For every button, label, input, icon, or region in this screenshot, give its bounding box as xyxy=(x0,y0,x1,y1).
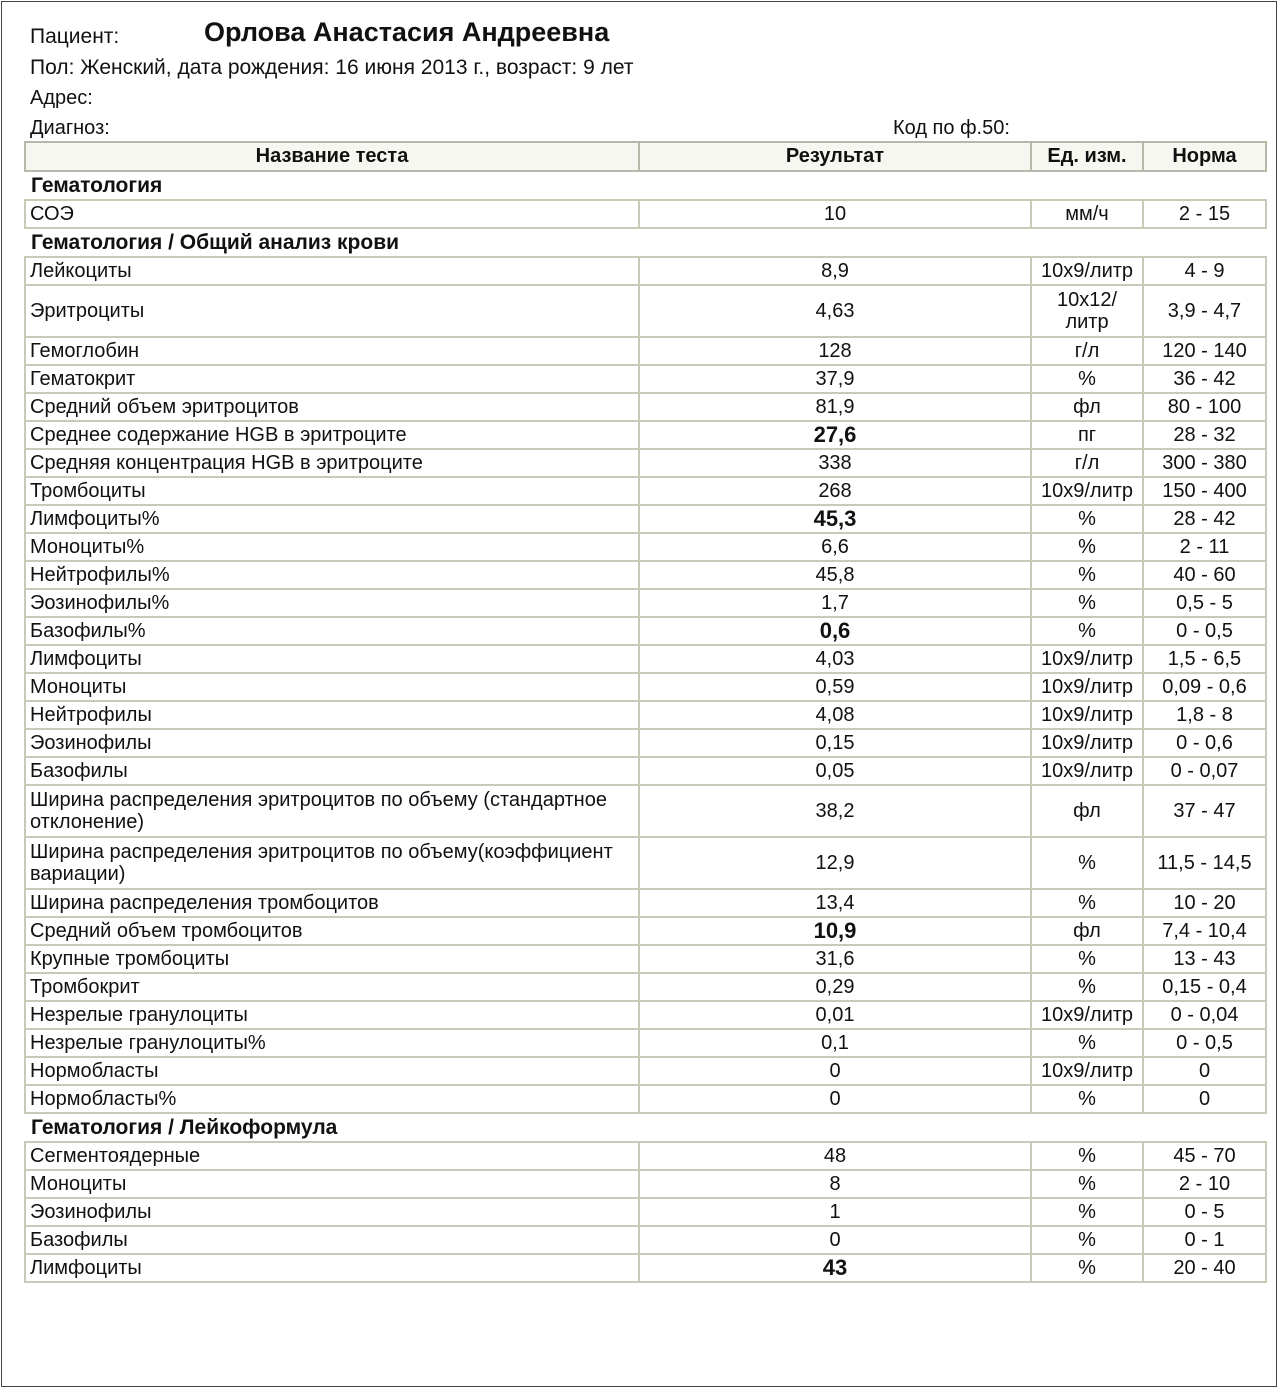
norm-cell: 1,8 - 8 xyxy=(1143,701,1266,729)
table-row xyxy=(25,645,1266,673)
diagnosis-label: Диагноз: xyxy=(30,117,110,139)
results-table xyxy=(24,141,1267,1283)
table-row xyxy=(25,589,1266,617)
result-cell: 38,2 xyxy=(639,785,1031,837)
result-cell: 0,01 xyxy=(639,1001,1031,1029)
norm-cell: 120 - 140 xyxy=(1143,337,1266,365)
test-name-cell: Гематокрит xyxy=(25,365,639,393)
table-row xyxy=(25,1085,1266,1113)
table-row xyxy=(25,785,1266,837)
test-name-cell: Ширина распределения эритроцитов по объему(коэффициент вариации) xyxy=(25,837,639,889)
patient-name: Орлова Анастасия Андреевна xyxy=(204,17,610,47)
table-row xyxy=(25,617,1266,645)
norm-cell: 0 - 0,6 xyxy=(1143,729,1266,757)
section-header-row xyxy=(25,1113,1266,1142)
test-name-cell: Нейтрофилы% xyxy=(25,561,639,589)
table-row xyxy=(25,917,1266,945)
test-name-cell: Ширина распределения эритроцитов по объему (стандартное отклонение) xyxy=(25,785,639,837)
result-cell: 37,9 xyxy=(639,365,1031,393)
section-title: Гематология / Общий анализ крови xyxy=(25,228,1266,257)
unit-cell: мм/ч xyxy=(1031,200,1143,228)
unit-cell: 10х9/литр xyxy=(1031,701,1143,729)
norm-cell: 2 - 11 xyxy=(1143,533,1266,561)
result-cell: 8,9 xyxy=(639,257,1031,285)
unit-cell: % xyxy=(1031,1170,1143,1198)
result-cell: 10,9 xyxy=(639,917,1031,945)
result-cell: 0,6 xyxy=(639,617,1031,645)
column-header-unit: Ед. изм. xyxy=(1031,142,1143,171)
test-name-cell: Базофилы% xyxy=(25,617,639,645)
table-row xyxy=(25,757,1266,785)
patient-label: Пациент: xyxy=(30,25,120,48)
test-name-cell: Незрелые гранулоциты xyxy=(25,1001,639,1029)
unit-cell: г/л xyxy=(1031,449,1143,477)
table-row xyxy=(25,889,1266,917)
norm-cell: 28 - 42 xyxy=(1143,505,1266,533)
result-cell: 0,1 xyxy=(639,1029,1031,1057)
test-name-cell: Тромбокрит xyxy=(25,973,639,1001)
unit-cell: фл xyxy=(1031,917,1143,945)
result-cell: 4,63 xyxy=(639,285,1031,337)
result-cell: 0,59 xyxy=(639,673,1031,701)
table-row xyxy=(25,561,1266,589)
result-cell: 48 xyxy=(639,1142,1031,1170)
norm-cell: 10 - 20 xyxy=(1143,889,1266,917)
result-cell: 0 xyxy=(639,1085,1031,1113)
unit-cell: % xyxy=(1031,505,1143,533)
test-name-cell: Базофилы xyxy=(25,757,639,785)
table-header-row xyxy=(25,142,1266,171)
column-header-norm: Норма xyxy=(1143,142,1266,171)
norm-cell: 37 - 47 xyxy=(1143,785,1266,837)
test-name-cell: Среднее содержание HGB в эритроците xyxy=(25,421,639,449)
norm-cell: 0,09 - 0,6 xyxy=(1143,673,1266,701)
section-title: Гематология / Лейкоформула xyxy=(25,1113,1266,1142)
unit-cell: % xyxy=(1031,837,1143,889)
table-row xyxy=(25,421,1266,449)
table-row xyxy=(25,365,1266,393)
table-row xyxy=(25,393,1266,421)
unit-cell: 10х9/литр xyxy=(1031,257,1143,285)
test-name-cell: Средний объем эритроцитов xyxy=(25,393,639,421)
norm-cell: 0 - 0,07 xyxy=(1143,757,1266,785)
code-label: Код по ф.50: xyxy=(893,117,1010,139)
unit-cell: 10х9/литр xyxy=(1031,1057,1143,1085)
result-cell: 43 xyxy=(639,1254,1031,1282)
unit-cell: 10х9/литр xyxy=(1031,757,1143,785)
test-name-cell: Лимфоциты xyxy=(25,645,639,673)
test-name-cell: Нормобласты xyxy=(25,1057,639,1085)
result-cell: 268 xyxy=(639,477,1031,505)
test-name-cell: Эозинофилы xyxy=(25,729,639,757)
result-cell: 8 xyxy=(639,1170,1031,1198)
table-row xyxy=(25,837,1266,889)
test-name-cell: СОЭ xyxy=(25,200,639,228)
result-cell: 4,03 xyxy=(639,645,1031,673)
unit-cell: % xyxy=(1031,617,1143,645)
unit-cell: % xyxy=(1031,1226,1143,1254)
unit-cell: % xyxy=(1031,973,1143,1001)
unit-cell: % xyxy=(1031,1142,1143,1170)
result-cell: 45,3 xyxy=(639,505,1031,533)
table-row xyxy=(25,285,1266,337)
table-row xyxy=(25,1198,1266,1226)
norm-cell: 4 - 9 xyxy=(1143,257,1266,285)
norm-cell: 0 - 1 xyxy=(1143,1226,1266,1254)
table-row xyxy=(25,729,1266,757)
norm-cell: 0 xyxy=(1143,1057,1266,1085)
results-table-body xyxy=(25,171,1266,1282)
norm-cell: 40 - 60 xyxy=(1143,561,1266,589)
unit-cell: пг xyxy=(1031,421,1143,449)
test-name-cell: Нормобласты% xyxy=(25,1085,639,1113)
norm-cell: 0 xyxy=(1143,1085,1266,1113)
norm-cell: 0,5 - 5 xyxy=(1143,589,1266,617)
result-cell: 1 xyxy=(639,1198,1031,1226)
result-cell: 128 xyxy=(639,337,1031,365)
norm-cell: 0 - 0,5 xyxy=(1143,617,1266,645)
norm-cell: 13 - 43 xyxy=(1143,945,1266,973)
norm-cell: 0 - 5 xyxy=(1143,1198,1266,1226)
unit-cell: % xyxy=(1031,589,1143,617)
test-name-cell: Моноциты% xyxy=(25,533,639,561)
unit-cell: % xyxy=(1031,1085,1143,1113)
result-cell: 338 xyxy=(639,449,1031,477)
norm-cell: 0 - 0,5 xyxy=(1143,1029,1266,1057)
test-name-cell: Гемоглобин xyxy=(25,337,639,365)
unit-cell: 10х12/литр xyxy=(1031,285,1143,337)
result-cell: 1,7 xyxy=(639,589,1031,617)
test-name-cell: Крупные тромбоциты xyxy=(25,945,639,973)
table-row xyxy=(25,1254,1266,1282)
unit-cell: 10х9/литр xyxy=(1031,477,1143,505)
test-name-cell: Лимфоциты% xyxy=(25,505,639,533)
norm-cell: 2 - 15 xyxy=(1143,200,1266,228)
norm-cell: 2 - 10 xyxy=(1143,1170,1266,1198)
table-row xyxy=(25,1029,1266,1057)
test-name-cell: Незрелые гранулоциты% xyxy=(25,1029,639,1057)
table-row xyxy=(25,1057,1266,1085)
unit-cell: % xyxy=(1031,365,1143,393)
unit-cell: % xyxy=(1031,533,1143,561)
section-title: Гематология xyxy=(25,171,1266,200)
result-cell: 45,8 xyxy=(639,561,1031,589)
norm-cell: 20 - 40 xyxy=(1143,1254,1266,1282)
test-name-cell: Эозинофилы xyxy=(25,1198,639,1226)
test-name-cell: Нейтрофилы xyxy=(25,701,639,729)
test-name-cell: Средняя концентрация HGB в эритроците xyxy=(25,449,639,477)
test-name-cell: Эозинофилы% xyxy=(25,589,639,617)
norm-cell: 28 - 32 xyxy=(1143,421,1266,449)
norm-cell: 300 - 380 xyxy=(1143,449,1266,477)
column-header-result: Результат xyxy=(639,142,1031,171)
unit-cell: г/л xyxy=(1031,337,1143,365)
unit-cell: % xyxy=(1031,889,1143,917)
unit-cell: фл xyxy=(1031,393,1143,421)
result-cell: 0,29 xyxy=(639,973,1031,1001)
test-name-cell: Тромбоциты xyxy=(25,477,639,505)
result-cell: 6,6 xyxy=(639,533,1031,561)
norm-cell: 11,5 - 14,5 xyxy=(1143,837,1266,889)
result-cell: 0 xyxy=(639,1057,1031,1085)
table-row xyxy=(25,477,1266,505)
section-header-row xyxy=(25,228,1266,257)
norm-cell: 1,5 - 6,5 xyxy=(1143,645,1266,673)
result-cell: 0,05 xyxy=(639,757,1031,785)
result-cell: 31,6 xyxy=(639,945,1031,973)
table-row xyxy=(25,200,1266,228)
table-row xyxy=(25,1170,1266,1198)
table-row xyxy=(25,1142,1266,1170)
address-label: Адрес: xyxy=(30,87,93,109)
norm-cell: 80 - 100 xyxy=(1143,393,1266,421)
table-row xyxy=(25,449,1266,477)
unit-cell: 10х9/литр xyxy=(1031,673,1143,701)
norm-cell: 7,4 - 10,4 xyxy=(1143,917,1266,945)
test-name-cell: Сегментоядерные xyxy=(25,1142,639,1170)
norm-cell: 150 - 400 xyxy=(1143,477,1266,505)
unit-cell: % xyxy=(1031,1029,1143,1057)
column-header-test-name: Название теста xyxy=(25,142,639,171)
result-cell: 0,15 xyxy=(639,729,1031,757)
table-row xyxy=(25,1226,1266,1254)
test-name-cell: Ширина распределения тромбоцитов xyxy=(25,889,639,917)
result-cell: 27,6 xyxy=(639,421,1031,449)
result-cell: 13,4 xyxy=(639,889,1031,917)
table-row xyxy=(25,945,1266,973)
result-cell: 4,08 xyxy=(639,701,1031,729)
test-name-cell: Базофилы xyxy=(25,1226,639,1254)
result-cell: 10 xyxy=(639,200,1031,228)
test-name-cell: Моноциты xyxy=(25,1170,639,1198)
unit-cell: 10х9/литр xyxy=(1031,1001,1143,1029)
test-name-cell: Эритроциты xyxy=(25,285,639,337)
table-row xyxy=(25,1001,1266,1029)
table-row xyxy=(25,337,1266,365)
norm-cell: 36 - 42 xyxy=(1143,365,1266,393)
result-cell: 0 xyxy=(639,1226,1031,1254)
unit-cell: 10х9/литр xyxy=(1031,645,1143,673)
table-row xyxy=(25,257,1266,285)
unit-cell: фл xyxy=(1031,785,1143,837)
test-name-cell: Лейкоциты xyxy=(25,257,639,285)
result-cell: 81,9 xyxy=(639,393,1031,421)
norm-cell: 45 - 70 xyxy=(1143,1142,1266,1170)
unit-cell: % xyxy=(1031,561,1143,589)
test-name-cell: Моноциты xyxy=(25,673,639,701)
norm-cell: 3,9 - 4,7 xyxy=(1143,285,1266,337)
section-header-row xyxy=(25,171,1266,200)
table-row xyxy=(25,973,1266,1001)
table-row xyxy=(25,533,1266,561)
test-name-cell: Средний объем тромбоцитов xyxy=(25,917,639,945)
norm-cell: 0,15 - 0,4 xyxy=(1143,973,1266,1001)
table-row xyxy=(25,505,1266,533)
norm-cell: 0 - 0,04 xyxy=(1143,1001,1266,1029)
test-name-cell: Лимфоциты xyxy=(25,1254,639,1282)
patient-info: Пол: Женский, дата рождения: 16 июня 2013 г., возраст: 9 лет xyxy=(30,56,634,79)
table-row xyxy=(25,673,1266,701)
unit-cell: % xyxy=(1031,945,1143,973)
result-cell: 12,9 xyxy=(639,837,1031,889)
unit-cell: 10х9/литр xyxy=(1031,729,1143,757)
table-row xyxy=(25,701,1266,729)
unit-cell: % xyxy=(1031,1254,1143,1282)
unit-cell: % xyxy=(1031,1198,1143,1226)
